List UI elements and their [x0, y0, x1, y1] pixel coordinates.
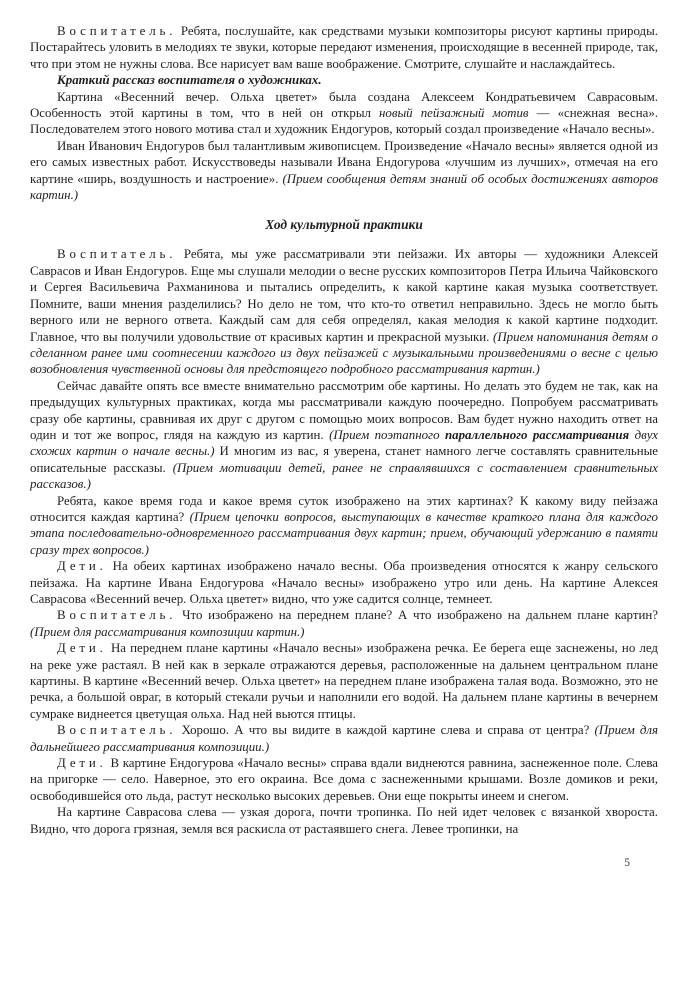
- text-run: В картине Ендогурова «Начало весны» справа вдали виднеются равнина, заснеженное поле. Слева на пригорке — село. Наверное, это его окраина. Все дома с заснеженными крышами. Возле домиков и реки, освободившейся ото льда, растут несколько высоких деревьев. Они еще покрыты инеем и снегом.: [30, 756, 658, 803]
- text-run: Дети.: [57, 641, 107, 656]
- paragraph: [30, 607, 658, 640]
- text-run: Краткий рассказ воспитателя о художниках.: [57, 73, 322, 88]
- paragraph: [30, 23, 658, 72]
- text-run: Картина «Весенний вечер. Ольха цветет» была создана Алексеем Кондратьевичем Саврасовым. Особенность этой картины в том, что в ней он открыл: [30, 89, 658, 121]
- text-run: Ребята, мы уже рассматривали эти пейзажи. Их авторы — художники Алексей Саврасов и Иван Ендогуров. Еще мы слушали мелодии о весне русских композиторов Петра Ильича Чайковского и Сергея Васильевича Рахманинова и пытались определить, к какой картине какая музыка соответствует. Помните, ваши мнения разделились? Но дело не том, что кто-то ответил неправильно. Здесь не могло быть верного или не верного ответа. Каждый сам для себя определял, какая мелодия к какой картине подходит. Главное, что вы получили удовольствие от красивых картин и прекрасной музыки.: [30, 247, 658, 344]
- text-run: параллельного рассматривания: [444, 427, 630, 442]
- text-run: Дети.: [57, 756, 107, 771]
- text-run: (Прием цепочки вопросов, выступающих в качестве краткого плана для каждого этапа последовательно-одновременного рассматривания двух картин; прием, обучающий удержанию в памяти сразу трех вопросов.): [30, 509, 658, 557]
- paragraph: [30, 804, 658, 837]
- text-run: (Прием сообщения детям знаний об особых достижениях авторов картин.): [30, 171, 659, 203]
- paragraph: [30, 89, 658, 138]
- paragraph: [30, 72, 658, 88]
- text-run: — «снежная весна». Последователем этого нового мотива стал и художник Ендогуров, который создал произведение «Начало весны».: [30, 106, 658, 137]
- intro-text-block: [30, 23, 658, 203]
- text-run: На картине Саврасова слева — узкая дорога, почти тропинка. По ней идет человек с вязанкой хвороста. Видно, что дорога грязная, земля вся раскисла от растаявшего снега. Левее тропинки, на: [30, 805, 658, 836]
- paragraph: [30, 722, 658, 755]
- text-run: Что изображено на переднем плане? А что изображено на дальнем плане картин?: [176, 608, 658, 623]
- text-run: (Прием для дальнейшего рассматривания композиции.): [30, 723, 658, 754]
- body-text-block: [30, 246, 658, 837]
- text-run: Хорошо. А что вы видите в каждой картине слева и справа от центра?: [176, 723, 595, 738]
- paragraph: [30, 138, 658, 204]
- text-run: На переднем плане картины «Начало весны» изображена речка. Ее берега еще заснежены, но лед на реке уже растаял. В ней как в зеркале отражаются деревья, расположенные на дальнем центральном плане картины. В картине «Весенний вечер. Ольха цветет» на переднем плане изображена талая вода. Возможно, это не речка, а большой овраг, в который стекали ручьи и наполнили его водой. На дальнем плане картины в вечернем сумраке виднеется цветущая ольха. Над ней вьются птицы.: [30, 641, 658, 721]
- text-run: Ребята, какое время года и какое время суток изображено на этих картинах? К какому виду пейзажа относится каждая картина?: [30, 493, 658, 524]
- page-number: 5: [624, 857, 630, 870]
- text-run: Иван Иванович Ендогуров был талантливым живописцем. Произведение «Начало весны» является одной из его самых известных работ. Искусствоведы называли Ивана Ендогурова «лучшим из лучших», отмечая на его картине «ширь, воздушность и настроение».: [30, 138, 658, 186]
- text-run: Сейчас давайте опять все вместе внимательно рассмотрим обе картины. Но делать это будем не так, как на предыдущих культурных практиках, когда мы рассматривали каждую поочередно. Попробуем рассматривать сразу обе картины, сравнивая их друг с другом с помощью моих вопросов. Вам будет нужно находить ответ на один и тот же вопрос, глядя на каждую из картин.: [30, 378, 658, 442]
- paragraph: [30, 755, 658, 804]
- text-run: новый пейзажный мотив: [379, 106, 529, 121]
- text-run: На обеих картинах изображено начало весны. Оба произведения относятся к жанру сельского пейзажа. На картине Ивана Ендогурова «Начало весны» изображено утро или день. На картине Алексея Саврасова «Весенний вечер. Ольха цветет» видно, что уже садится солнце, темнеет.: [30, 559, 658, 606]
- text-run: (Прием мотивации детей, ранее не справлявшихся с составлением сравнительных рассказов.): [30, 460, 659, 492]
- text-run: Воспитатель.: [57, 24, 177, 38]
- text-run: (Прием напоминания детям о сделанном ранее ими соотнесении каждого из двух пейзажей с музыкальными произведениями о весне с целью возобновления чувственной основы для предстоящего подробного рассматривания картин.): [30, 329, 659, 377]
- text-run: Ребята, послушайте, как средствами музыки композиторы рисуют картины природы. Постарайтесь уловить в мелодиях те звуки, которые передают изменения, происходящие в весенней природе, так, что при этом не нужны слова. Все нарисует вам ваше воображение. Смотрите, слушайте и наслаждайтесь.: [30, 24, 658, 71]
- paragraph: [30, 558, 658, 607]
- text-run: Воспитатель.: [57, 723, 177, 738]
- text-run: И многим из вас, я уверена, станет намного легче составлять сравнительные описательные рассказы.: [30, 444, 658, 475]
- section-heading: Ход культурной практики: [265, 217, 423, 233]
- text-run: Воспитатель.: [57, 608, 177, 623]
- text-run: Воспитатель.: [57, 247, 177, 262]
- paragraph: [30, 640, 658, 722]
- paragraph: [30, 378, 658, 493]
- paragraph: [30, 246, 658, 377]
- text-run: (Прием поэтапного: [329, 427, 445, 442]
- text-run: Дети.: [57, 559, 107, 574]
- text-run: двух схожих картин о начале весны.): [30, 427, 658, 459]
- text-run: (Прием для рассматривания композиции картин.): [30, 624, 305, 639]
- paragraph: [30, 493, 658, 559]
